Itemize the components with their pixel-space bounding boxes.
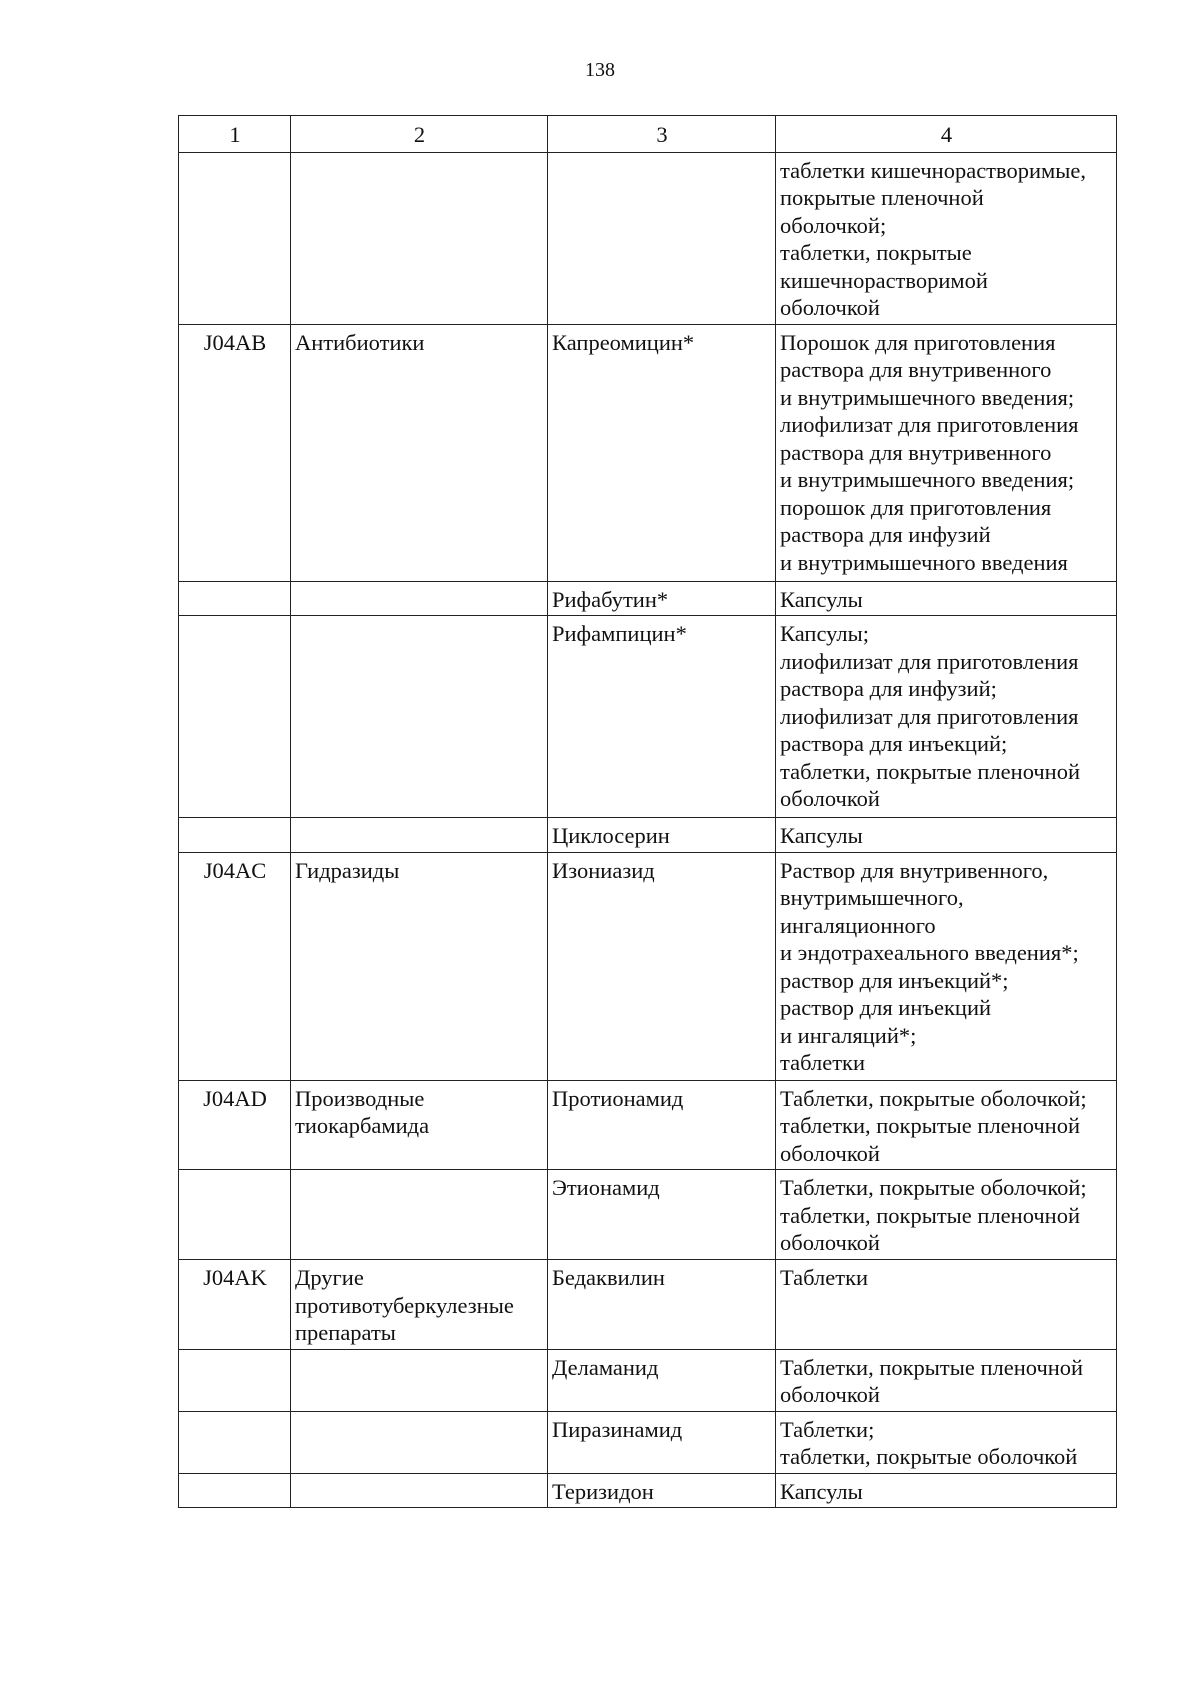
dosage-forms-cell: Таблетки, покрытые оболочкой; таблетки, покрытые пленочной оболочкой <box>776 1080 1117 1170</box>
drug-name-cell: Изониазид <box>548 852 776 1080</box>
atc-code-cell: J04AD <box>179 1080 291 1170</box>
drug-name-cell: Рифампицин* <box>548 616 776 818</box>
dosage-forms-cell: Таблетки <box>776 1260 1117 1350</box>
atc-code-cell <box>179 1473 291 1508</box>
dosage-forms-cell: Капсулы <box>776 1473 1117 1508</box>
dosage-forms-cell: Капсулы <box>776 818 1117 853</box>
dosage-forms-cell: Раствор для внутривенного, внутримышечного, ингаляционного и эндотрахеального введения*; раствор для инъекций*; раствор для инъекций и ингаляций*; таблетки <box>776 852 1117 1080</box>
atc-code-cell <box>179 581 291 616</box>
atc-code-cell <box>179 616 291 818</box>
table-row <box>179 1349 1117 1411</box>
table-row <box>179 616 1117 818</box>
group-name-cell: Антибиотики <box>291 324 548 581</box>
group-name-cell <box>291 152 548 324</box>
header-col-2: 2 <box>291 116 548 153</box>
table-row <box>179 1170 1117 1260</box>
table-row <box>179 818 1117 853</box>
table-row <box>179 152 1117 324</box>
atc-code-cell <box>179 1349 291 1411</box>
drug-name-cell: Этионамид <box>548 1170 776 1260</box>
drug-name-cell: Теризидон <box>548 1473 776 1508</box>
dosage-forms-cell: Капсулы; лиофилизат для приготовления раствора для инфузий; лиофилизат для приготовления раствора для инъекций; таблетки, покрытые пленочной оболочкой <box>776 616 1117 818</box>
table-row <box>179 581 1117 616</box>
drug-name-cell: Капреомицин* <box>548 324 776 581</box>
group-name-cell <box>291 1473 548 1508</box>
group-name-cell <box>291 1170 548 1260</box>
header-col-1: 1 <box>179 116 291 153</box>
drug-name-cell: Протионамид <box>548 1080 776 1170</box>
drug-name-cell <box>548 152 776 324</box>
table-row <box>179 1411 1117 1473</box>
group-name-cell: Производные тиокарбамида <box>291 1080 548 1170</box>
header-col-4: 4 <box>776 116 1117 153</box>
drug-name-cell: Бедаквилин <box>548 1260 776 1350</box>
table-row <box>179 1473 1117 1508</box>
group-name-cell <box>291 1349 548 1411</box>
drug-table <box>178 115 1117 1508</box>
dosage-forms-cell: Капсулы <box>776 581 1117 616</box>
dosage-forms-cell: Таблетки, покрытые пленочной оболочкой <box>776 1349 1117 1411</box>
dosage-forms-cell: Порошок для приготовления раствора для внутривенного и внутримышечного введения; лиофилизат для приготовления раствора для внутривенного и внутримышечного введения; порошок для приготовления раствора для инфузий и внутримышечного введения <box>776 324 1117 581</box>
atc-code-cell: J04AC <box>179 852 291 1080</box>
dosage-forms-cell: Таблетки, покрытые оболочкой; таблетки, покрытые пленочной оболочкой <box>776 1170 1117 1260</box>
group-name-cell <box>291 1411 548 1473</box>
group-name-cell <box>291 818 548 853</box>
atc-code-cell: J04AB <box>179 324 291 581</box>
group-name-cell <box>291 616 548 818</box>
table-row <box>179 1260 1117 1350</box>
dosage-forms-cell: таблетки кишечнорастворимые, покрытые пленочной оболочкой; таблетки, покрытые кишечнорастворимой оболочкой <box>776 152 1117 324</box>
page-number: 138 <box>585 59 615 81</box>
header-col-3: 3 <box>548 116 776 153</box>
table-row <box>179 852 1117 1080</box>
table-row <box>179 1080 1117 1170</box>
atc-code-cell <box>179 818 291 853</box>
atc-code-cell: J04AK <box>179 1260 291 1350</box>
atc-code-cell <box>179 152 291 324</box>
drug-name-cell: Циклосерин <box>548 818 776 853</box>
atc-code-cell <box>179 1411 291 1473</box>
table-row <box>179 324 1117 581</box>
table-body <box>179 116 1117 1508</box>
atc-code-cell <box>179 1170 291 1260</box>
table-header-row <box>179 116 1117 153</box>
group-name-cell <box>291 581 548 616</box>
dosage-forms-cell: Таблетки; таблетки, покрытые оболочкой <box>776 1411 1117 1473</box>
group-name-cell: Гидразиды <box>291 852 548 1080</box>
drug-name-cell: Деламанид <box>548 1349 776 1411</box>
group-name-cell: Другие противотуберкулезные препараты <box>291 1260 548 1350</box>
drug-name-cell: Пиразинамид <box>548 1411 776 1473</box>
drug-name-cell: Рифабутин* <box>548 581 776 616</box>
